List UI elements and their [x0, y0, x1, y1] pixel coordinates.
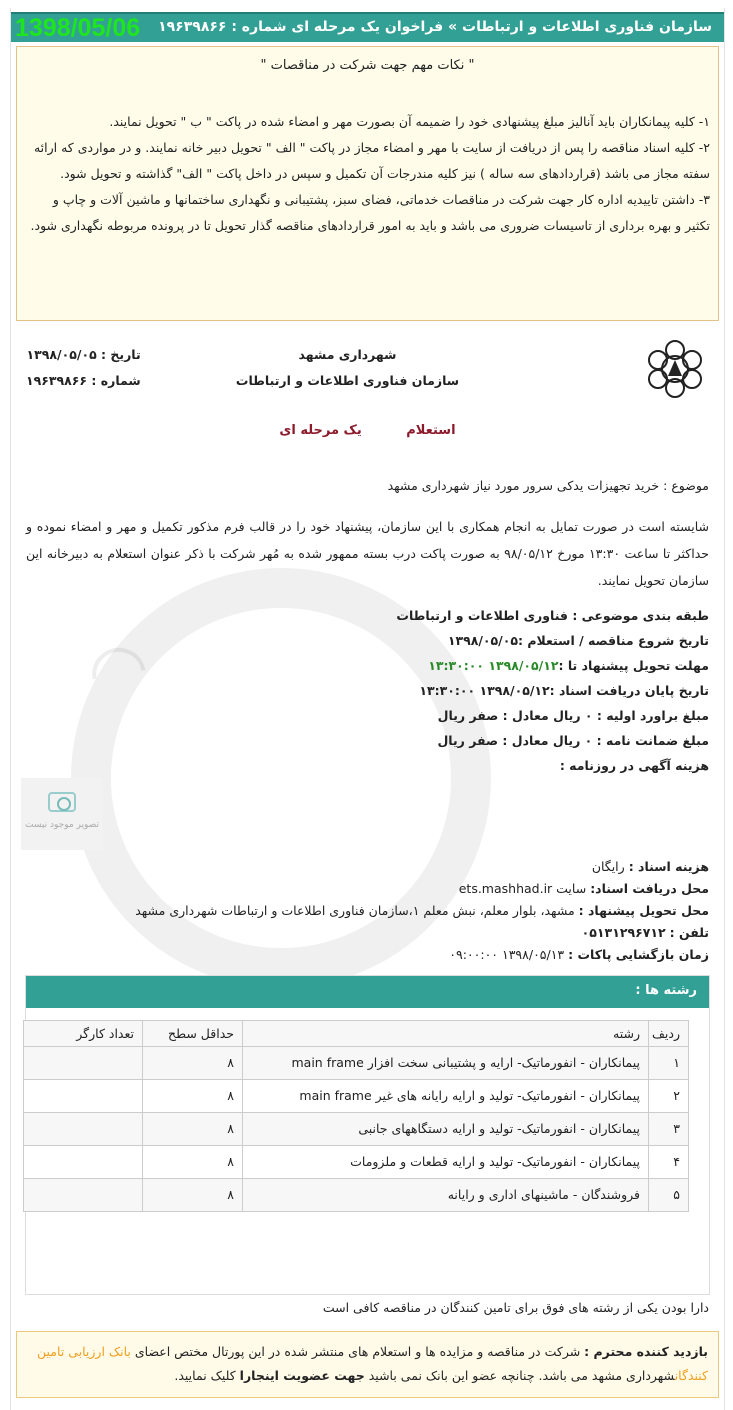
- doc-cost-label: هزینه اسناد :: [628, 859, 709, 874]
- page-title: سازمان فناوری اطلاعات و ارتباطات » فراخوان یک مرحله ای شماره : ۱۹۶۳۹۸۶۶: [158, 19, 712, 35]
- inquiry-type: استعلام: [406, 423, 456, 438]
- cell-index: ۳: [649, 1113, 689, 1146]
- fields-table: [23, 1020, 689, 1212]
- image-placeholder-text: تصویر موجود نیست: [25, 820, 99, 830]
- note-item: ۲- کلیه اسناد مناقصه را پس از دریافت از سایت با مهر و امضاء مجاز در پاکت " الف " تحویل دبیر خانه نمایند. و در مواردی که ارائه سفته مجاز می باشد (قراردادهای سه ساله ) نیز کلیه مندرجات آن تکمیل و سپس در داخل پاکت " الف" گذاشته و تحویل شود.: [33, 140, 710, 181]
- ad-cost: هزینه آگهی در روزنامه :: [559, 758, 709, 773]
- table-row: [24, 1179, 689, 1212]
- opening-label: زمان بازگشایی پاکات :: [568, 947, 709, 962]
- title-bar: [11, 12, 724, 42]
- col-header: رشته: [243, 1021, 649, 1047]
- cell-field: پیمانکاران - انفورماتیک- تولید و ارایه دستگاههای جانبی: [243, 1113, 649, 1146]
- opening-time: ۱۳۹۸/۰۵/۱۳ ۰۹:۰۰:۰۰: [449, 947, 565, 962]
- inquiry-stage: یک مرحله ای: [279, 423, 362, 438]
- cell-level: ۸: [143, 1146, 243, 1179]
- docs-end-date: تاریخ پایان دریافت اسناد :۱۳۹۸/۰۵/۱۲ ۱۳:۳۰:۰۰: [419, 683, 709, 698]
- fields-title: رشته ها :: [26, 976, 709, 1008]
- overlay-date: 1398/05/06: [15, 14, 141, 42]
- deadline-label: مهلت تحویل پیشنهاد تا :: [558, 658, 709, 673]
- alert-text: شهرداری مشهد می باشد. چنانچه عضو این بانک نمی باشید: [364, 1368, 675, 1383]
- guarantee-amount: مبلغ ضمانت نامه : ۰ ریال معادل : صفر ریال: [437, 733, 709, 748]
- important-notes-box: [16, 46, 719, 321]
- table-row: [24, 1146, 689, 1179]
- cell-index: ۵: [649, 1179, 689, 1212]
- cell-level: ۸: [143, 1179, 243, 1212]
- alert-lead: بازدید کننده محترم :: [584, 1344, 708, 1359]
- cell-level: ۸: [143, 1047, 243, 1080]
- deadline: [396, 653, 709, 678]
- col-header: ردیف: [649, 1021, 689, 1047]
- alert-text: شرکت در مناقصه و مزایده ها و استعلام های منتشر شده در این پورتال مختص اعضای: [130, 1344, 585, 1359]
- cell-field: پیمانکاران - انفورماتیک- تولید و ارایه رایانه های غیر main frame: [243, 1080, 649, 1113]
- join-link[interactable]: جهت عضویت اینجارا: [239, 1368, 365, 1383]
- cell-index: ۴: [649, 1146, 689, 1179]
- image-placeholder: [21, 778, 103, 850]
- delivery-address: مشهد، بلوار معلم، نبش معلم ۱،سازمان فناوری اطلاعات و ارتباطات شهرداری مشهد: [135, 903, 575, 918]
- deadline-value: ۱۳۹۸/۰۵/۱۲ ۱۳:۳۰:۰۰: [428, 658, 559, 673]
- subject: موضوع : خرید تجهیزات یدکی سرور مورد نیاز شهرداری مشهد: [387, 478, 709, 493]
- table-row: [24, 1113, 689, 1146]
- category: طبقه بندی موضوعی : فناوری اطلاعات و ارتباطات: [396, 608, 709, 623]
- cell-field: پیمانکاران - انفورماتیک- تولید و ارایه قطعات و ملزومات: [243, 1146, 649, 1179]
- letterhead: [11, 338, 724, 408]
- col-header: تعداد کارگر: [24, 1021, 143, 1047]
- fields-section: [25, 975, 710, 1295]
- start-date: تاریخ شروع مناقصه / استعلام :۱۳۹۸/۰۵/۰۵: [447, 633, 709, 648]
- note-item: ۳- داشتن تاییدیه اداره کار جهت شرکت در مناقصات خدماتی، فضای سبز، پشتیبانی و نگهداری ساختمانها و ماشین آلات و چاپ و تکثیر و بهره برداری از تاسیسات ضروری می باشد و باید به امور قراردادهای مناقصه گذار تحویل تا در پرونده مربوطه نگهداری شود.: [30, 192, 710, 233]
- cell-workers: [24, 1179, 143, 1212]
- cell-workers: [24, 1047, 143, 1080]
- letter-date: تاریخ : ۱۳۹۸/۰۵/۰۵: [26, 347, 141, 362]
- watermark-logo: ◠: [84, 623, 152, 715]
- phone: ۰۵۱۳۱۲۹۶۷۱۲: [581, 925, 666, 940]
- supplier-bank-link[interactable]: بانک ارزیابی تامین کنندگان: [36, 1344, 708, 1383]
- membership-alert: [16, 1331, 719, 1398]
- cell-workers: [24, 1113, 143, 1146]
- delivery-label: محل تحویل پیشنهاد :: [578, 903, 709, 918]
- notes-title: " نکات مهم جهت شرکت در مناقصات ": [260, 58, 475, 73]
- phone-label: تلفن :: [669, 925, 709, 940]
- org-subname: سازمان فناوری اطلاعات و ارتباطات: [235, 373, 460, 388]
- camera-icon: [48, 792, 76, 812]
- cell-workers: [24, 1146, 143, 1179]
- doc-place-label: محل دریافت اسناد:: [590, 881, 709, 896]
- cell-level: ۸: [143, 1113, 243, 1146]
- tender-details: [396, 603, 709, 778]
- alert-text: کلیک نمایید.: [174, 1368, 240, 1383]
- inquiry-heading: [11, 423, 724, 438]
- table-row: [24, 1047, 689, 1080]
- cell-index: ۱: [649, 1047, 689, 1080]
- doc-cost: رایگان: [591, 859, 625, 874]
- estimate-amount: مبلغ براورد اولیه : ۰ ریال معادل : صفر ریال: [437, 708, 709, 723]
- org-name: شهرداری مشهد: [298, 347, 397, 362]
- footnote: دارا بودن یکی از رشته های فوق برای تامین کنندگان در مناقصه کافی است: [322, 1300, 709, 1315]
- instructions-paragraph: شایسته است در صورت تمایل به انجام همکاری با این سازمان، پیشنهاد خود را در قالب فرم مذکور تکمیل و مهر و امضاء نموده و حداکثر تا ساعت ۱۳:۳۰ مورخ ۹۸/۰۵/۱۲ به صورت پاکت درب بسته ممهور شده به مُهر شرکت با ذکر عنوان استعلام به دبیرخانه این سازمان تحویل نمایند.: [26, 519, 709, 588]
- cell-level: ۸: [143, 1080, 243, 1113]
- table-row: [24, 1080, 689, 1113]
- doc-place-link[interactable]: سایت ets.mashhad.ir: [458, 881, 587, 896]
- cell-field: فروشندگان - ماشینهای اداری و رایانه: [243, 1179, 649, 1212]
- cell-field: پیمانکاران - انفورماتیک- ارایه و پشتیبانی سخت افزار main frame: [243, 1047, 649, 1080]
- document-info: [26, 856, 709, 966]
- cell-workers: [24, 1080, 143, 1113]
- page: [10, 8, 725, 1410]
- note-item: ۱- کلیه پیمانکاران باید آنالیز مبلغ پیشنهادی خود را ضمیمه آن بصورت مهر و امضاء شده در پاکت " ب " تحویل نمایند.: [109, 114, 710, 129]
- cell-index: ۲: [649, 1080, 689, 1113]
- col-header: حداقل سطح: [143, 1021, 243, 1047]
- letter-number: شماره : ۱۹۶۳۹۸۶۶: [26, 373, 141, 388]
